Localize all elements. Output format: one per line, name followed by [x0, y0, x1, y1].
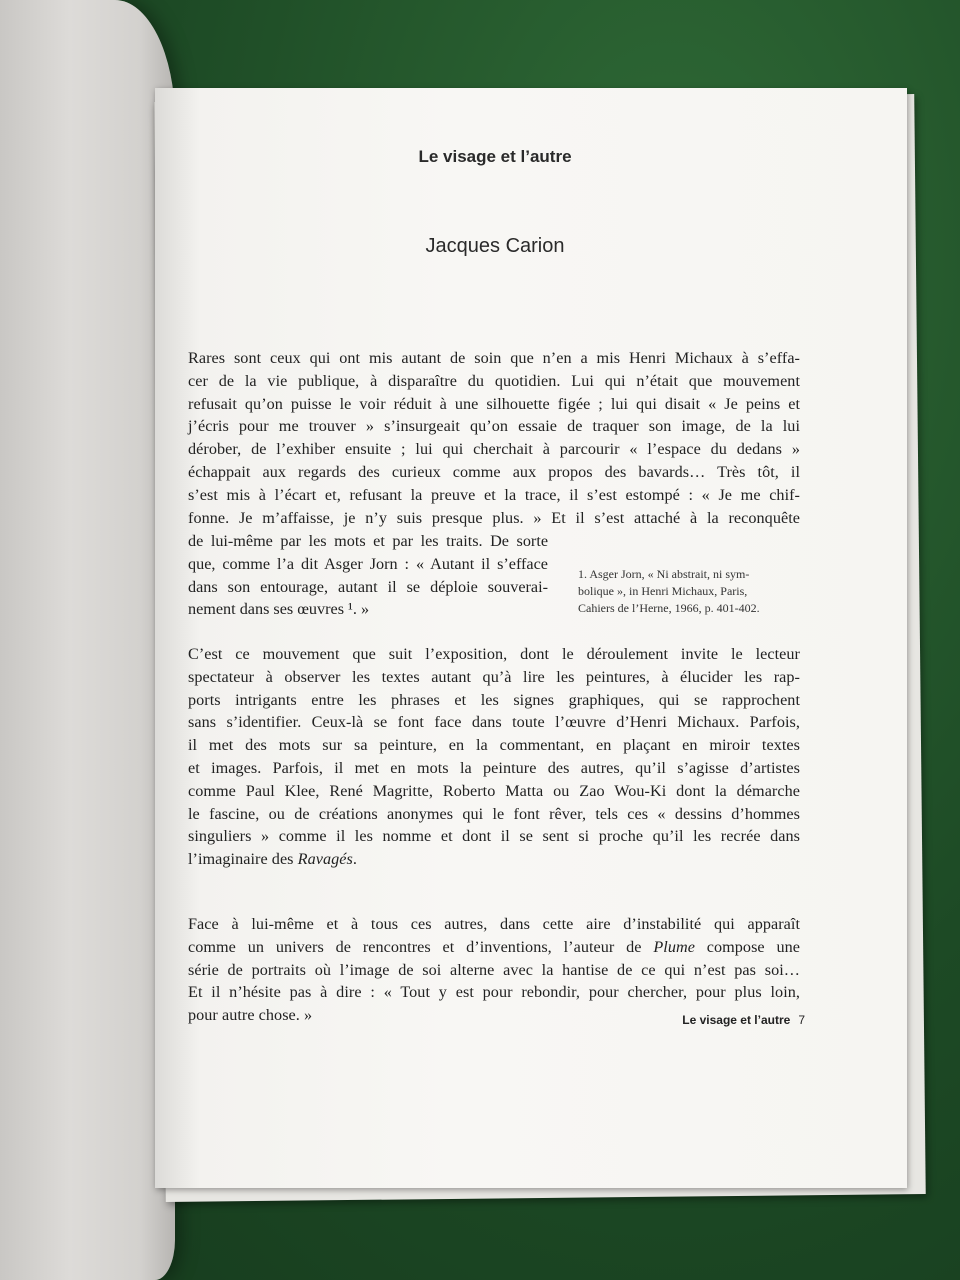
article-title: Le visage et l’autre: [418, 147, 572, 166]
paragraph-line: sans s’identifier. Ceux-là se font face dans toute l’œuvre d’Henri Michaux. Parfois,: [188, 713, 800, 732]
article-author: Jacques Carion: [425, 235, 565, 257]
paragraph-line: il met des mots sur sa peinture, en la commentant, en plaçant en miroir textes: [188, 736, 800, 755]
paragraph-line: Et il n’hésite pas à dire : « Tout y est pour rebondir, pour chercher, pour plus loin,: [188, 983, 800, 1002]
paragraph-line: refusait qu’on puisse le voir réduit à une silhouette figée ; lui qui disait « Je peins et: [188, 394, 800, 413]
footnote-line: 1. Asger Jorn, « Ni abstrait, ni sym-: [578, 567, 750, 581]
paragraph-line: Face à lui-même et à tous ces autres, dans cette aire d’instabilité qui apparaît: [188, 915, 800, 933]
text-run: compose une: [694, 937, 800, 956]
paragraph-line: [188, 848, 800, 871]
paragraph-line: s’est mis à l’écart et, refusant la preuve et la trace, il s’est estompé : « Je me chif-: [188, 485, 800, 504]
paragraph-line: dérober, de l’exhiber ensuite ; lui qui cherchait à parcourir « l’espace du dedans »: [188, 440, 800, 459]
paragraph-line: comme Paul Klee, René Magritte, Roberto Matta ou Zao Wou-Ki dont la démarche: [188, 781, 800, 800]
paragraph-line: pour autre chose. »: [188, 1006, 313, 1025]
paragraph-line: dans son entourage, autant il se déploie souverai-: [188, 577, 548, 596]
page-number: 7: [798, 1013, 805, 1027]
footnote: [578, 566, 793, 617]
paragraph-line: fonne. Je m’affaisse, je n’y suis presque plus. » Et il s’est attaché à la reconquête: [188, 508, 800, 527]
paragraph-line: que, comme l’a dit Asger Jorn : « Autant il s’efface: [188, 554, 548, 573]
paragraph-2: [188, 643, 800, 871]
italic-book-title: Ravagés: [297, 850, 353, 869]
paragraph-line: échappait aux regards des curieux comme aux propos des bavards… Très tôt, il: [188, 462, 800, 481]
paragraph-line: j’écris pour me trouver » s’insurgeait qu’on essaie de traquer son image, de la lui: [188, 417, 800, 436]
paragraph-line: le fascine, ou de créations anonymes qui le font rêver, tels ces « dessins d’hommes: [188, 804, 800, 823]
paragraph-line: nement dans ses œuvres ¹. »: [188, 600, 370, 619]
text-run: comme un univers de rencontres et d’inventions, l’auteur de: [188, 937, 654, 956]
paragraph-line: de lui-même par les mots et par les traits. De sorte: [188, 532, 548, 550]
text-run: l’imaginaire des: [188, 850, 298, 869]
paragraph-line: [188, 936, 800, 959]
paragraph-line: Rares sont ceux qui ont mis autant de soin que n’en a mis Henri Michaux à s’effa-: [188, 349, 800, 367]
paragraph-line: C’est ce mouvement que suit l’exposition, dont le déroulement invite le lecteur: [188, 645, 800, 663]
paragraph-1: [188, 347, 800, 529]
paragraph-1-narrow-column: [188, 530, 548, 621]
footnote-line: Cahiers de l’Herne, 1966, p. 401-402.: [578, 601, 760, 615]
book-page: [155, 88, 907, 1188]
paragraph-line: cer de la vie publique, à disparaître du quotidien. Lui qui n’était que mouvement: [188, 371, 800, 390]
italic-book-title: Plume: [653, 937, 695, 956]
left-page-curl: [0, 0, 175, 1280]
paragraph-line: et images. Parfois, il met en mots la peinture des autres, qu’il s’agisse d’artistes: [188, 758, 800, 777]
paragraph-line: série de portraits où l’image de soi alterne avec la hantise de ce qui n’est pas soi…: [188, 960, 800, 979]
text-run: .: [352, 850, 357, 869]
paragraph-line: ports intrigants entre les phrases et les signes graphiques, qui se rapprochent: [188, 690, 800, 709]
footnote-line: bolique », in Henri Michaux, Paris,: [578, 584, 748, 598]
paragraph-line: singuliers » comme il les nomme et dont il se sent si proche qu’il les recrée dans: [188, 827, 800, 846]
page-footer: [682, 1013, 805, 1027]
paragraph-3: [188, 913, 800, 1027]
running-title: Le visage et l’autre: [682, 1013, 791, 1027]
paragraph-line: spectateur à observer les textes autant qu’à lire les peintures, à élucider les rap-: [188, 667, 800, 686]
page-text-block: [185, 88, 805, 1188]
